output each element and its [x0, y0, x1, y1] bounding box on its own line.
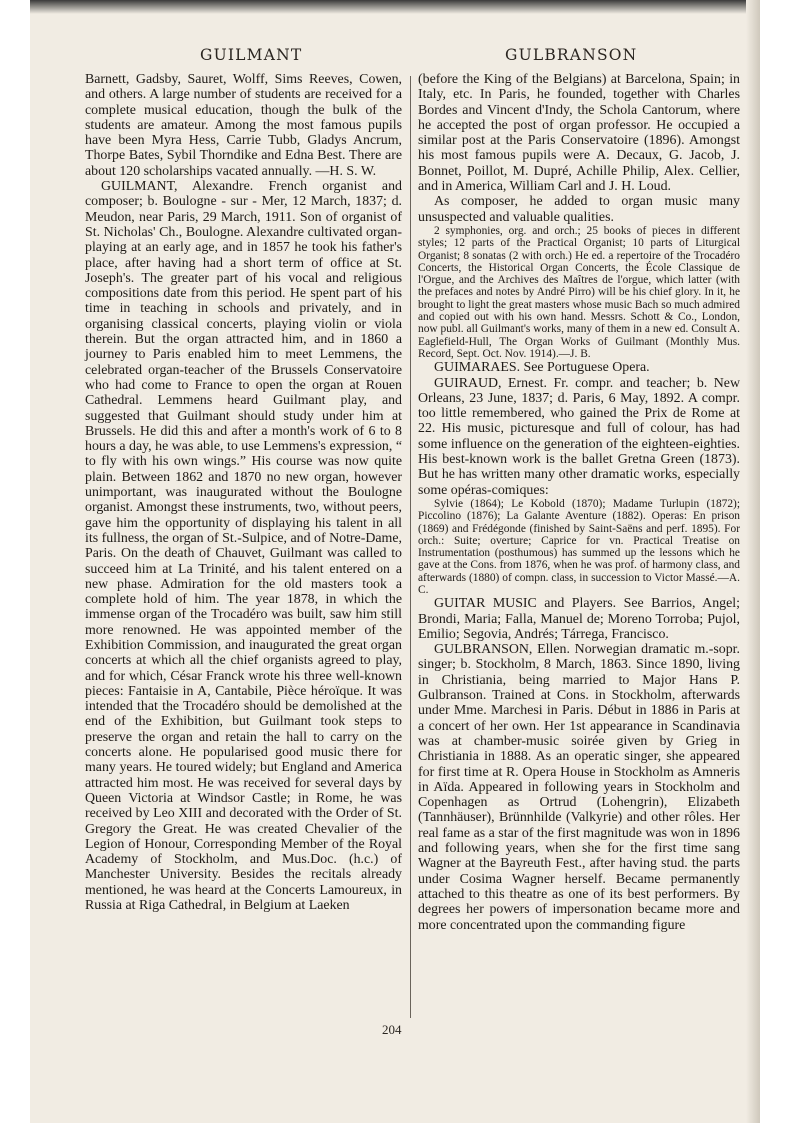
left-column [85, 72, 402, 913]
works-list-guilmant: 2 symphonies, org. and orch.; 25 books of pieces in different styles; 12 parts of the Practical Organist; 10 parts of Liturgical Organist; 8 sonatas (2 with orch.) He ed. a repertoire of the Trocadéro Concerts, the Historical Organ Concerts, the École Classique de l'Orgue, and the Archives des Maîtres de l'orgue, which latter (with the prefaces and notes by André Pirro) will be his chief glory. In it, he brought to light the great masters whose music Bach so much admired and copied out with his own hand. Messrs. Schott & Co., London, now publ. all Guilmant's works, many of them in a new ed. Consult A. Eaglefield-Hull, The Organ Works of Guilmant (Monthly Mus. Record, Sept. Oct. Nov. 1914).—J. B. [418, 224, 740, 360]
entry-guimaraes: GUIMARAES. See Portuguese Opera. [434, 360, 650, 376]
right-column [418, 72, 740, 933]
paragraph-rcm-continuation: Barnett, Gadsby, Sauret, Wolff, Sims Reeves, Cowen, and others. A large number of students are received for a complete musical education, though the bulk of the students are amateur. Among the most famous pupils have been Myra Hess, Carrie Tubb, Gladys Ancrum, Thorpe Bates, Sybil Thorndike and Edna Best. There are about 120 scholarships vacated annually. —H. S. W. [85, 72, 402, 179]
works-list-guiraud: Sylvie (1864); Le Kobold (1870); Madame Turlupin (1872); Piccolino (1876); La Galante Aventure (1882). Operas: En prison (1869) and Frédégonde (finished by Saint-Saëns and perf. 1895). For orch.: Suite; overture; Caprice for vn. Practical Treatise on Instrumentation (posthumous) has summed up the lessons which he gave at the Cons. from 1876, when he was prof. of harmony class, and afterwards (1880) of compn. class, in succession to Victor Massé.—A. C. [418, 497, 740, 596]
page-top-shadow [30, 0, 760, 14]
paragraph-guilmant-continuation: (before the King of the Belgians) at Barcelona, Spain; in Italy, etc. In Paris, he founded, together with Charles Bordes and Vincent d'Indy, the Schola Cantorum, where he accepted the post of organ professor. He occupied a similar post at the Paris Conservatoire (1896). Amongst his most famous pupils were A. Decaux, G. Jacob, J. Bonnet, Poillot, M. Dupré, Achille Philip, Alex. Cellier, and in America, William Carl and J. H. Loud. [418, 72, 740, 195]
paragraph-guilmant-composer: As composer, he added to organ music many unsuspected and valuable qualities. [418, 194, 740, 225]
entry-guiraud: GUIRAUD, Ernest. Fr. compr. and teacher; b. New Orleans, 23 June, 1837; d. Paris, 6 May, 1892. A compr. too little remembered, who gained the Prix de Rome at 22. His music, picturesque and full of colour, has had some influence on the generation of the eighteen-eighties. His best-known work is the ballet Gretna Green (1873). But he has written many other dramatic works, especially some opéras-comiques: [418, 375, 740, 498]
page-number: 204 [382, 1022, 402, 1037]
entry-gulbranson: GULBRANSON, Ellen. Norwegian dramatic m.-sopr. singer; b. Stockholm, 8 March, 1863. Since 1890, living in Christiania, being married to Major Hans P. Gulbranson. Trained at Cons. in Stockholm, afterwards under Mme. Marchesi in Paris. Début in 1886 in Paris at a concert of her own. Her 1st appearance in Scandinavia was at chamber-music soirée given by Grieg in Christiania in 1888. As an operatic singer, she appeared for first time at R. Opera House in Stockholm as Amneris in Aïda. Appeared in following years in Stockholm and Copenhagen as Ortrud (Lohengrin), Elizabeth (Tannhäuser), Brünnhilde (Valkyrie) and other rôles. Her real fame as a star of the first magnitude was won in 1896 and following years, when she for the first time sang Wagner at the Bayreuth Fest., after having stud. the parts under Cosima Wagner herself. Became permanently attached to this theatre as one of its best performers. By degrees her powers of impersonation became more and more concentrated upon the commanding figure [418, 642, 740, 933]
running-header-right: GULBRANSON [505, 46, 638, 64]
entry-guilmant: GUILMANT, Alexandre. French organist and composer; b. Boulogne - sur - Mer, 12 March, 1837; d. Meudon, near Paris, 29 March, 1911. Son of organist of St. Nicholas' Ch., Boulogne. Alexandre cultivated organ-playing at an early age, and in 1857 he took his father's place, after having had a short term of office at St. Joseph's. The greater part of his vocal and religious compositions date from this period. He spent part of his time in teaching in schools and privately, and in organising classical concerts, playing violin or viola therein. But the organ attracted him, and in 1860 a journey to Paris enabled him to meet Lemmens, the celebrated organ-teacher of the Brussels Conservatoire who had come to France to open the organ at Rouen Cathedral. Lemmens heard Guilmant play, and suggested that Guilmant should study under him at Brussels. He did this and after a month's work of 6 to 8 hours a day, he was able, to use Lemmens's expression, “ to fly with his own wings.” His course was now quite plain. Between 1862 and 1870 no new organ, however unimportant, was inaugurated without the Boulogne organist. Amongst these instruments, two, without peers, gave him the opportunity of displaying his talent in all its fullness, the organ of St.-Sulpice, and of Notre-Dame, Paris. On the death of Chauvet, Guilmant was called to succeed him at La Trinité, and his talent entered on a new phase. Admiration for the old masters took a complete hold of him. The year 1878, in which the immense organ of the Trocadéro was built, saw him still more renowned. He was appointed member of the Exhibition Commission, and inaugurated the great organ concerts at which all the chief organists agreed to play, and for which, César Franck wrote his three well-known pieces: Fantaisie in A, Cantabile, Pièce héroïque. It was intended that the Trocadéro should be demolished at the end of the Exhibition, but Guilmant took steps to preserve the organ and retain the hall to carry on the concerts alone. He popularised good music there for many years. He toured widely; but England and America attracted him most. He was received for several days by Queen Victoria at Windsor Castle; in Rome, he was received by Leo XIII and decorated with the Order of St. Gregory the Great. He was created Chevalier of the Legion of Honour, Corresponding Member of the Royal Academy of Stockholm, and Mus.Doc. (h.c.) of Manchester University. Besides the recitals already mentioned, he was heard at the Concerts Lamoureux, in Russia at Riga Cathedral, in Belgium at Laeken [85, 179, 402, 914]
book-page [30, 0, 760, 1123]
entry-guitar-music: GUITAR MUSIC and Players. See Barrios, Angel; Brondi, Maria; Falla, Manuel de; Moreno Torroba; Pujol, Emilio; Segovia, Andrés; Tárrega, Francisco. [418, 596, 740, 642]
column-rule [410, 76, 411, 1018]
running-header-left: GUILMANT [200, 46, 303, 64]
page-edge [746, 0, 760, 1123]
